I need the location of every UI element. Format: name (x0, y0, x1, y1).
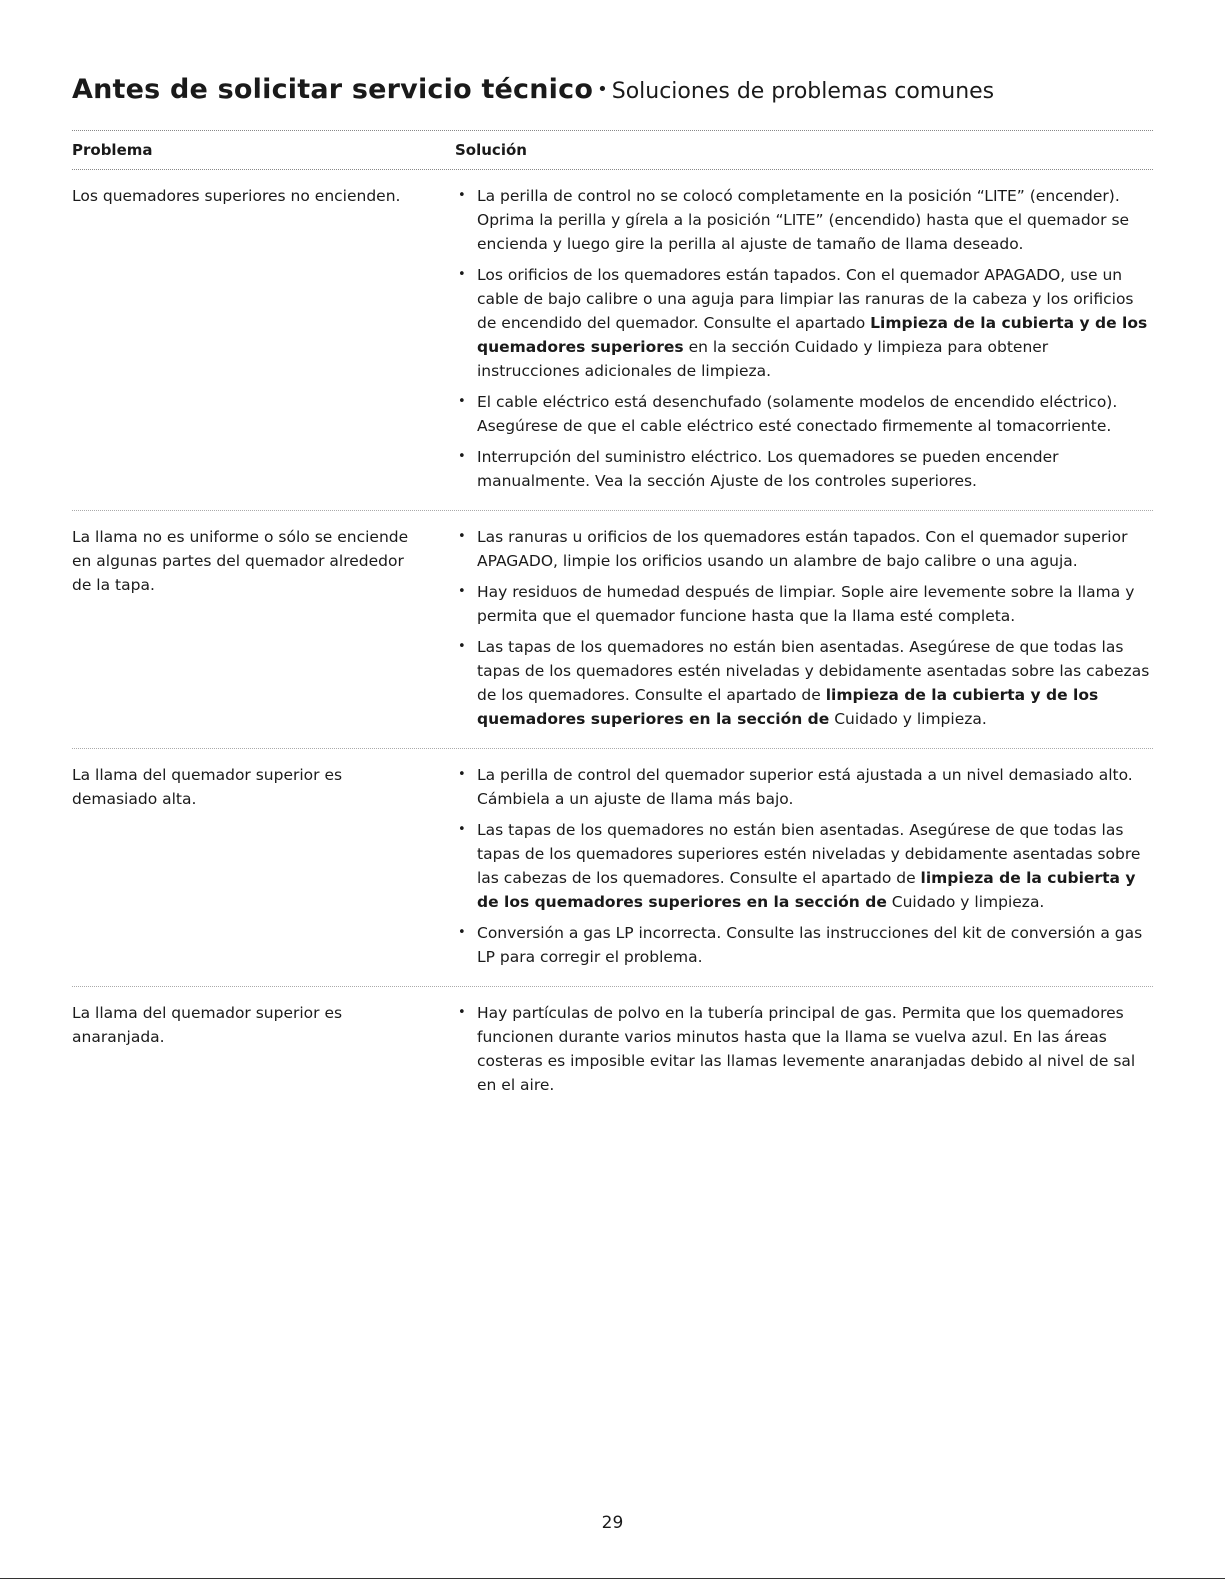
solution-list (455, 763, 1153, 969)
solution-item (455, 390, 1153, 438)
solution-text: Hay partículas de polvo en la tubería principal de gas. Permita que los quemadores funcionen durante varios minutos hasta que la llama se vuelva azul. En las áreas costeras es imposible evitar las llamas levemente anaranjadas debido al nivel de sal en el aire. (477, 1004, 1136, 1094)
solution-text: Interrupción del suministro eléctrico. Los quemadores se pueden encender manualmente. Vea la sección Ajuste de los controles superiores. (477, 448, 1059, 490)
problem-cell: Los quemadores superiores no encienden. (72, 187, 401, 205)
table-row (72, 987, 1153, 1114)
solution-text: Las ranuras u orificios de los quemadores están tapados. Con el quemador superior APAGADO, limpie los orificios usando un alambre de bajo calibre o una aguja. (477, 528, 1128, 570)
solution-item (455, 921, 1153, 969)
page-title (72, 72, 1165, 110)
page-subtitle: Soluciones de problemas comunes (611, 79, 995, 104)
solution-text: Las tapas de los quemadores no están bien asentadas. Asegúrese de que todas las tapas de los quemadores estén niveladas y debidamente asentadas sobre las cabezas de los quemadores. Consulte el apartado de (477, 638, 1150, 704)
solution-item (455, 445, 1153, 493)
solution-text: Las tapas de los quemadores no están bien asentadas. Asegúrese de que todas las tapas de los quemadores superiores estén niveladas y debidamente asentadas sobre las cabezas de los quemadores. Consulte el apartado de (477, 821, 1141, 887)
solution-list (455, 525, 1153, 731)
title-separator: • (597, 79, 608, 100)
solution-emphasis: limpieza de la cubierta y de los quemadores superiores en la sección de (477, 686, 1099, 728)
page-title-main: Antes de solicitar servicio técnico (72, 74, 594, 105)
page-bottom-rule (0, 1578, 1225, 1579)
solution-text: Cuidado y limpieza. (829, 710, 987, 728)
troubleshooting-table (72, 130, 1153, 1114)
solution-text: Cuidado y limpieza. (886, 893, 1045, 911)
solution-cell (455, 1001, 1153, 1104)
table-body (72, 170, 1153, 1114)
solution-item (455, 635, 1153, 731)
problem-cell: La llama del quemador superior es anaranjada. (72, 1004, 343, 1046)
table-row (72, 749, 1153, 987)
solution-cell (455, 763, 1153, 976)
problem-cell: La llama no es uniforme o sólo se enciende en algunas partes del quemador alrededor de la tapa. (72, 528, 409, 594)
solution-item (455, 818, 1153, 914)
problem-cell: La llama del quemador superior es demasiado alta. (72, 766, 343, 808)
solution-emphasis: limpieza de la cubierta y de los quemadores superiores en la sección de (477, 869, 1136, 911)
solution-emphasis: Limpieza de la cubierta y de los quemadores superiores (477, 314, 1148, 356)
solution-item (455, 763, 1153, 811)
solution-text: Los orificios de los quemadores están tapados. Con el quemador APAGADO, use un cable de bajo calibre o una aguja para limpiar las ranuras de la cabeza y los orificios de encendido del quemador. Consulte el apartado (477, 266, 1134, 332)
header-solution: Solución (455, 141, 527, 159)
solution-item (455, 580, 1153, 628)
table-row (72, 170, 1153, 511)
solution-text: Conversión a gas LP incorrecta. Consulte las instrucciones del kit de conversión a gas LP para corregir el problema. (477, 924, 1143, 966)
solution-item (455, 184, 1153, 256)
solution-cell (455, 184, 1153, 500)
table-header (72, 130, 1153, 170)
solution-text: La perilla de control no se colocó completamente en la posición “LITE” (encender). Oprima la perilla y gírela a la posición “LITE” (encendido) hasta que el quemador se encienda y luego gire la perilla al ajuste de tamaño de llama deseado. (477, 187, 1130, 253)
table-row (72, 511, 1153, 749)
solution-item (455, 525, 1153, 573)
solution-list (455, 1001, 1153, 1097)
solution-text: El cable eléctrico está desenchufado (solamente modelos de encendido eléctrico). Asegúrese de que el cable eléctrico esté conectado firmemente al tomacorriente. (477, 393, 1118, 435)
page-number: 29 (601, 1513, 624, 1533)
solution-text: La perilla de control del quemador superior está ajustada a un nivel demasiado alto. Cámbiela a un ajuste de llama más bajo. (477, 766, 1133, 808)
solution-list (455, 184, 1153, 493)
solution-text: Hay residuos de humedad después de limpiar. Sople aire levemente sobre la llama y permita que el quemador funcione hasta que la llama esté completa. (477, 583, 1135, 625)
solution-cell (455, 525, 1153, 738)
header-problem: Problema (72, 141, 153, 159)
solution-item (455, 263, 1153, 383)
solution-item (455, 1001, 1153, 1097)
solution-text: en la sección Cuidado y limpieza para obtener instrucciones adicionales de limpieza. (477, 338, 1049, 380)
